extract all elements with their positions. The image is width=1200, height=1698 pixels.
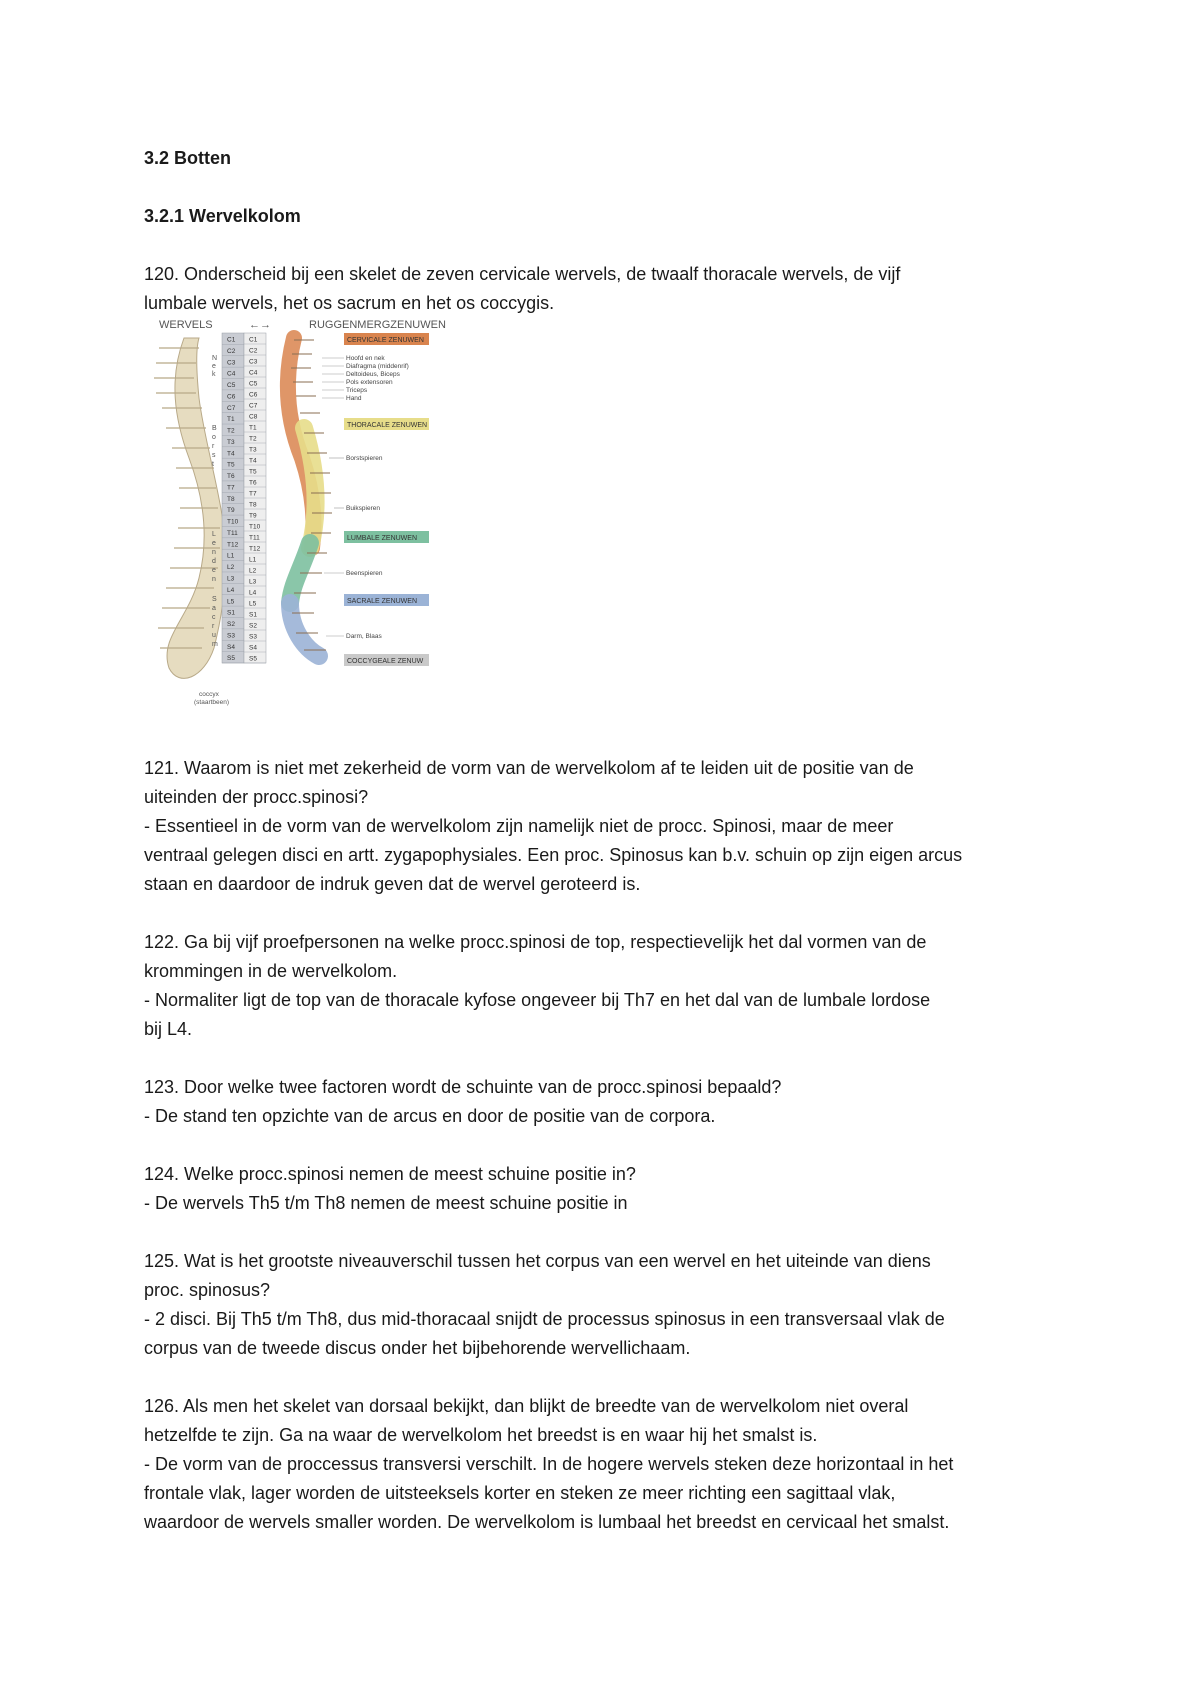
question-line: krommingen in de wervelkolom. — [144, 961, 398, 981]
vertebra-label: C2 — [227, 347, 236, 355]
vertebra-label: L2 — [227, 564, 235, 572]
answer-line: - Essentieel in de vorm van de wervelkolom zijn namelijk niet de procc. Spinosi, maar de meer — [144, 816, 894, 836]
region-letter-borst: t — [212, 461, 214, 468]
vertebra-label: C4 — [227, 370, 236, 378]
nerve-label: L4 — [249, 589, 257, 597]
nerve-label: T12 — [249, 545, 261, 553]
nerve-label: C3 — [249, 358, 258, 366]
answer-line: frontale vlak, lager worden de uitsteeksels korter en steken ze meer richting een sagittaal vlak, — [144, 1483, 896, 1503]
nerve-label: T9 — [249, 512, 257, 520]
nerve-label: T10 — [249, 523, 261, 531]
region-letter-sacrum: S — [212, 596, 217, 603]
nerve-label: L1 — [249, 556, 257, 564]
nerve-label: T1 — [249, 424, 257, 432]
vertebra-label: T1 — [227, 416, 235, 424]
annotation: Hoofd en nek — [346, 355, 385, 362]
answer-line: corpus van de tweede discus onder het bijbehorende wervellichaam. — [144, 1338, 691, 1358]
vertebra-label: S1 — [227, 609, 235, 617]
answer-line: - De wervels Th5 t/m Th8 nemen de meest schuine positie in — [144, 1193, 628, 1213]
region-letter-sacrum: u — [212, 632, 216, 639]
answer-line: ventraal gelegen disci en artt. zygapophysiales. Een proc. Spinosus kan b.v. schuin op zijn eigen arcus — [144, 845, 963, 865]
vertebra-label: T12 — [227, 541, 239, 549]
vertebra-label: T6 — [227, 473, 235, 481]
vertebra-label: T8 — [227, 495, 235, 503]
spine-diagram — [144, 318, 474, 713]
question-125 — [144, 1247, 1084, 1363]
answer-line: - 2 disci. Bij Th5 t/m Th8, dus mid-thoracaal snijdt de processus spinosus in een transversaal vlak de — [144, 1309, 945, 1329]
region-letter-nek: N — [212, 355, 218, 362]
q120-line: 120. Onderscheid bij een skelet de zeven cervicale wervels, de twaalf thoracale wervels, de vijf — [144, 264, 901, 284]
nerve-label: T4 — [249, 457, 257, 465]
coccyx-label-sub: (staartbeen) — [194, 699, 230, 706]
nerve-label: S3 — [249, 633, 257, 641]
question-123 — [144, 1073, 1084, 1131]
region-letter-borst: B — [212, 425, 217, 432]
vertebra-label: S5 — [227, 655, 235, 663]
answer-line: - Normaliter ligt de top van de thoracale kyfose ongeveer bij Th7 en het dal van de lumbale lordose — [144, 990, 931, 1010]
vertebra-label: T2 — [227, 427, 235, 435]
nerve-label: L5 — [249, 600, 257, 608]
nerve-label: C2 — [249, 347, 258, 355]
region-letter-lenden: e — [212, 540, 216, 547]
legend-coccygeal-label: COCCYGEALE ZENUW — [347, 658, 424, 665]
region-letter-borst: s — [212, 452, 216, 459]
figure-header-zenuwen: RUGGENMERGZENUWEN — [309, 319, 446, 331]
vertebra-label: C3 — [227, 359, 236, 367]
vertebra-label: C1 — [227, 336, 236, 344]
question-line: 122. Ga bij vijf proefpersonen na welke procc.spinosi de top, respectievelijk het dal vormen van de — [144, 932, 927, 952]
nerve-label: T5 — [249, 468, 257, 476]
nerve-label: C1 — [249, 336, 258, 344]
vertebra-label: T11 — [227, 529, 238, 537]
legend-sacral-label: SACRALE ZENUWEN — [347, 598, 418, 605]
vertebra-label: L3 — [227, 575, 235, 583]
q120-line: lumbale wervels, het os sacrum en het os coccygis. — [144, 293, 555, 313]
region-letter-lenden: d — [212, 558, 216, 565]
question-line: 123. Door welke twee factoren wordt de schuinte van de procc.spinosi bepaald? — [144, 1077, 782, 1097]
vertebra-label: T9 — [227, 507, 235, 515]
nerve-label: T11 — [249, 534, 260, 542]
question-120 — [144, 260, 1084, 318]
question-line: 126. Als men het skelet van dorsaal bekijkt, dan blijkt de breedte van de wervelkolom niet overal — [144, 1396, 909, 1416]
region-letter-sacrum: c — [212, 614, 216, 621]
vertebra-label: T10 — [227, 518, 239, 526]
annotation: Deltoideus, Biceps — [346, 371, 400, 378]
question-line: 121. Waarom is niet met zekerheid de vorm van de wervelkolom af te leiden uit de positie van de — [144, 758, 914, 778]
region-letter-lenden: n — [212, 549, 216, 556]
nerve-label: C4 — [249, 369, 258, 377]
vertebra-label: S4 — [227, 643, 235, 651]
vertebra-label: L5 — [227, 598, 235, 606]
nerve-label: T2 — [249, 435, 257, 443]
region-letter-borst: r — [212, 443, 215, 450]
subsection-heading: 3.2.1 Wervelkolom — [144, 206, 301, 226]
question-124 — [144, 1160, 1084, 1218]
nerve-label: S5 — [249, 655, 257, 663]
vertebra-label: S3 — [227, 632, 235, 640]
nerve-label: S2 — [249, 622, 257, 630]
question-121 — [144, 754, 1084, 899]
question-126 — [144, 1392, 1084, 1537]
answer-line: waardoor de wervels smaller worden. De wervelkolom is lumbaal het breedst en cervicaal het smalst. — [144, 1512, 950, 1532]
nerve-label: S4 — [249, 644, 257, 652]
question-line: 124. Welke procc.spinosi nemen de meest schuine positie in? — [144, 1164, 636, 1184]
spine-figure — [144, 318, 474, 713]
answer-line: - De vorm van de proccessus transversi verschilt. In de hogere wervels steken deze horizontaal in het — [144, 1454, 954, 1474]
nerve-label: T3 — [249, 446, 257, 454]
question-line: uiteinden der procc.spinosi? — [144, 787, 369, 807]
answer-line: - De stand ten opzichte van de arcus en door de positie van de corpora. — [144, 1106, 716, 1126]
region-letter-nek: k — [212, 371, 216, 378]
answer-line: staan en daardoor de indruk geven dat de wervel geroteerd is. — [144, 874, 641, 894]
question-122 — [144, 928, 1084, 1044]
annotation: Darm, Blaas — [346, 633, 382, 640]
figure-header-wervels: WERVELS — [159, 319, 213, 331]
nerve-label: C6 — [249, 391, 258, 399]
region-letter-sacrum: a — [212, 605, 216, 612]
spine-left-illustration — [154, 338, 226, 678]
figure-header-arrow: ←→ — [249, 319, 271, 331]
answer-line: bij L4. — [144, 1019, 193, 1039]
legend-cervical-label: CERVICALE ZENUWEN — [347, 337, 424, 344]
region-letter-nek: e — [212, 363, 216, 370]
question-line: 125. Wat is het grootste niveauverschil tussen het corpus van een wervel en het uiteinde van diens — [144, 1251, 931, 1271]
nerve-label: S1 — [249, 611, 257, 619]
vertebra-label: T7 — [227, 484, 235, 492]
annotation: Pols extensoren — [346, 379, 393, 386]
nerve-label: T7 — [249, 490, 257, 498]
nerve-label: T6 — [249, 479, 257, 487]
vertebra-label: S2 — [227, 621, 235, 629]
annotation: Borstspieren — [346, 455, 383, 462]
nerve-label: T8 — [249, 501, 257, 509]
nerve-label: C7 — [249, 402, 258, 410]
annotation: Buikspieren — [346, 505, 380, 512]
vertebra-label: C7 — [227, 404, 236, 412]
vertebra-label: C6 — [227, 393, 236, 401]
legend-lumbar-label: LUMBALE ZENUWEN — [347, 535, 418, 542]
nerve-label: L2 — [249, 567, 257, 575]
vertebra-label: L1 — [227, 552, 235, 560]
annotation: Beenspieren — [346, 570, 383, 577]
annotation: Diafragma (middenrif) — [346, 363, 409, 370]
vertebra-label: T3 — [227, 438, 235, 446]
nerve-label: L3 — [249, 578, 257, 586]
annotation: Triceps — [346, 387, 368, 394]
region-letter-sacrum: m — [212, 641, 218, 648]
nerve-label: C8 — [249, 413, 258, 421]
region-letter-borst: o — [212, 434, 216, 441]
vertebra-label: C5 — [227, 382, 236, 390]
question-line: hetzelfde te zijn. Ga na waar de wervelkolom het breedst is en waar hij het smalst is. — [144, 1425, 818, 1445]
qa-list — [144, 754, 1084, 1566]
vertebra-label: T4 — [227, 450, 235, 458]
question-line: proc. spinosus? — [144, 1280, 271, 1300]
region-letter-sacrum: r — [212, 623, 215, 630]
nerve-label: C5 — [249, 380, 258, 388]
vertebra-label: L4 — [227, 586, 235, 594]
legend-thoracic-label: THORACALE ZENUWEN — [347, 422, 428, 429]
vertebra-label: T5 — [227, 461, 235, 469]
region-letter-lenden: n — [212, 576, 216, 583]
region-letter-lenden: L — [212, 531, 216, 538]
section-heading: 3.2 Botten — [144, 148, 232, 168]
annotation: Hand — [346, 395, 362, 402]
spine-right-illustration — [288, 338, 332, 656]
region-letter-lenden: e — [212, 567, 216, 574]
coccyx-label: coccyx — [199, 691, 219, 698]
